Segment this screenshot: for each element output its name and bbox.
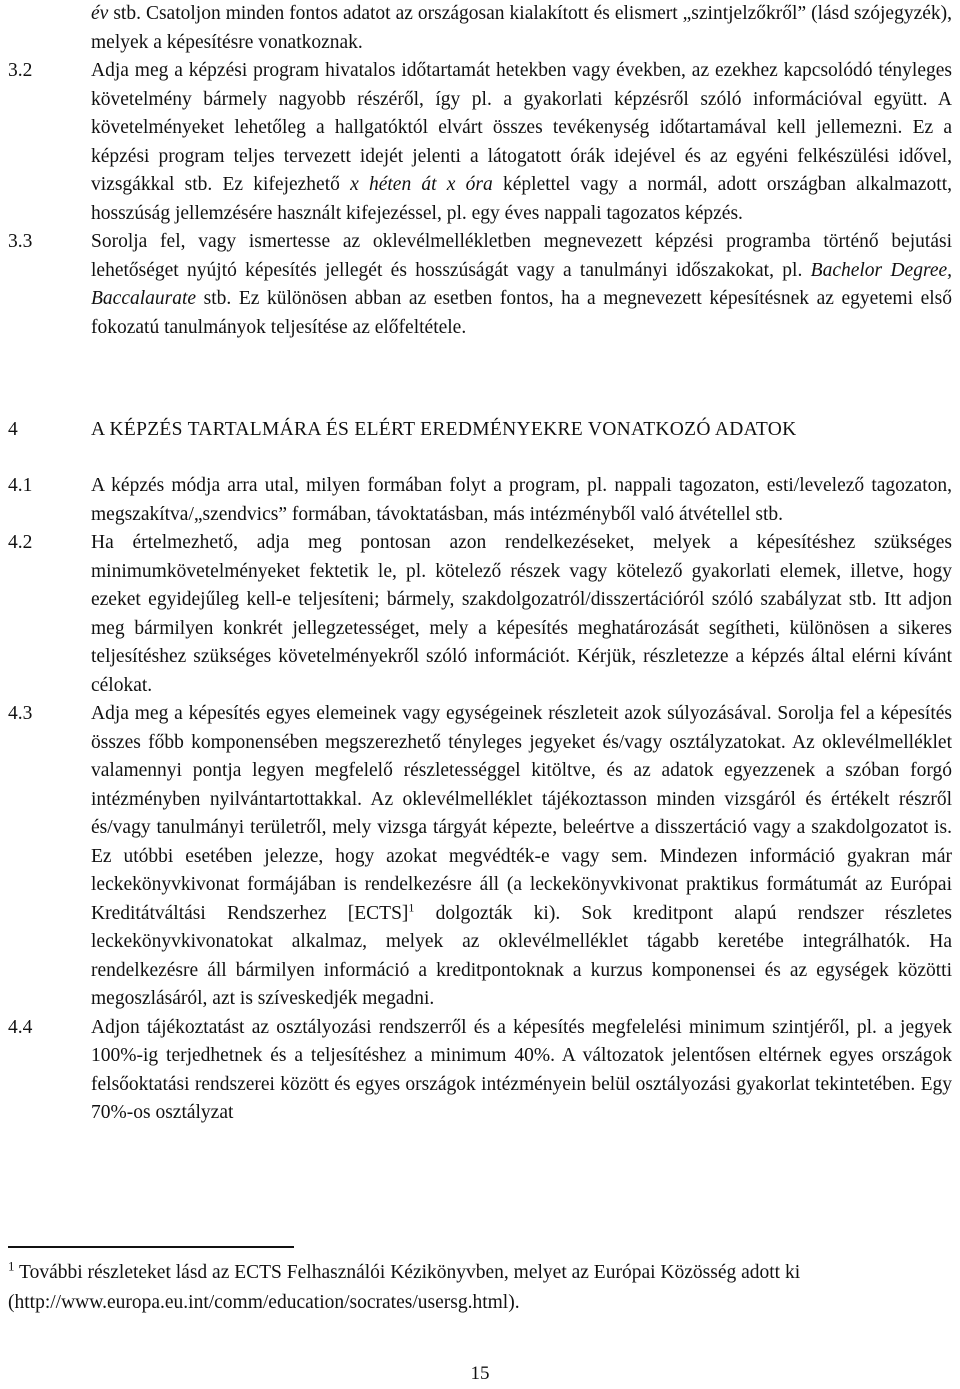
paragraph: A képzés módja arra utal, milyen formában folyt a program, pl. nappali tagozaton, esti/levelező tagozaton, megszakítva/„szendvics” formában, távoktatásban, más intézményből való átvétellel stb.: [91, 475, 952, 525]
section-number: 4.4: [8, 1016, 33, 1038]
section-4-1: [0, 472, 960, 529]
section-3-1-tail: [0, 0, 960, 57]
section-3-3: [0, 228, 960, 342]
section-3-continuation: [0, 0, 960, 342]
section-number: 4: [8, 419, 18, 440]
paragraph: Ha értelmezhető, adja meg pontosan azon rendelkezéseket, melyek a képesítéshez szükséges minimumkövetelményeket fektetik le, pl. kötelező részek vagy kötelező gyakorlati elemek, illetve, hogy ezeket egyidejűleg kell-e teljesíteni; bármely, szakdolgozatról/disszertációról szóló szabályzat stb. Itt adjon meg bármilyen konkrét jellegzetességet, mely a képesítés meghatározását segítheti, különösen a sikeres teljesítéshez szükséges követelményekről szóló információt. Kérjük, részletezze a képzés által elérni kívánt célokat.: [91, 532, 952, 696]
section-number: 3.2: [8, 60, 33, 81]
section-number: 4.2: [8, 532, 33, 553]
footnote-text: További részleteket lásd az ECTS Felhasználói Kézikönyvben, melyet az Európai Közösség adott ki (http://www.europa.eu.int/comm/education/socrates/usersg.html).: [8, 1262, 801, 1313]
section-4-3: [0, 700, 960, 1014]
section-4-heading: [0, 416, 960, 445]
footnote-separator: [8, 1246, 294, 1248]
footnote-reference[interactable]: 1: [408, 900, 415, 914]
paragraph: Adja meg a képesítés egyes elemeinek vagy egységeinek részleteit azok súlyozásával. Sorolja fel a képesítés összes főbb komponensében megszerezhető tényleges jegyeket és/vagy osztályzatokat. Az oklevélmelléklet valamennyi pontja legyen megfelelő részletességgel kitöltve, és az adatok egyezzenek a szóban forgó intézményben nyilvántartottakkal. Az oklevélmelléklet tájékoztasson minden vizsgáról és értékelt részről és/vagy tanulmányi területről, mely vizsga tárgyát képezte, beleértve a disszertáció vagy a szakdolgozatot is. Ez utóbbi esetében jelezze, hogy azokat megvédték-e vagy sem. Mindezen információ gyakran már leckekönyvkivonat formájában is rendelkezésre áll (a leckekönyvkivonat praktikus formátumát az Európai Kreditátváltási Rendszerhez [ECTS]$^1$ dolgozták ki). Sok kreditpont alapú rendszer részletes leckekönyvkivonatokat alkalmaz, melyek az oklevélmelléklet tágabb keretébe integrálhatók. Ha rendelkezésre áll bármilyen információ a kreditpontoknak a kurzus komponensei és az egységek közötti megoszlásáról, azt is szíveskedjék megadni.: [91, 703, 952, 1009]
section-4-body: [0, 472, 960, 1128]
section-4-2: [0, 529, 960, 700]
section-3-2: [0, 57, 960, 228]
paragraph: év stb. Csatoljon minden fontos adatot az országosan kialakított és elismert „szintjelzőkről” (lásd szójegyzék), melyek a képesítésre vonatkoznak.: [91, 3, 952, 53]
paragraph: Adja meg a képzési program hivatalos időtartamát hetekben vagy években, az ezekhez kapcsolódó tényleges követelmény bármely nagyobb részéről, így pl. a gyakorlati képzésről szóló információval együtt. A követelményeket lehetőleg a hallgatóktól elvárt összes tevékenység időtartamával kell jellemezni. Ez a képzési program teljes tervezett idejét jelenti a látogatott órák idejével és az egyéni felkészülési idővel, vizsgákkal stb. Ez kifejezhető x héten át x óra képlettel vagy a normál, adott országban alkalmazott, hosszúság jellemzésére használt kifejezéssel, pl. egy éves nappali tagozatos képzés.: [91, 60, 952, 224]
paragraph: Adjon tájékoztatást az osztályozási rendszerről és a képesítés megfelelési minimum szintjéről, pl. a jegyek 100%-ig terjedhetnek és a teljesítéshez a minimum 40%. A változatok jelentősen eltérnek egyes országok felsőoktatási rendszerei között és egyes országok intézményein belül osztályozási gyakorlat tekintetében. Egy 70%-os osztályzat: [91, 1016, 952, 1123]
section-title: A KÉPZÉS TARTALMÁRA ÉS ELÉRT EREDMÉNYEKRE VONATKOZÓ ADATOK: [91, 419, 797, 440]
section-number: 4.1: [8, 475, 33, 496]
section-number: 3.3: [8, 231, 33, 252]
section-4-4: [0, 1014, 960, 1128]
italic-text: x héten át x óra: [350, 174, 493, 195]
footnote: [8, 1258, 920, 1318]
page-number: 15: [470, 1363, 490, 1384]
paragraph: Sorolja fel, vagy ismertesse az oklevélmellékletben megnevezett képzési programba történő bejutási lehetőséget nyújtó képesítés jellegét és hosszúságát vagy a tanulmányi időszakokat, pl. Bachelor Degree, Baccalaurate stb. Ez különösen abban az esetben fontos, ha a megnevezett képesítésnek az egyetemi első fokozatú tanulmányok teljesítése az előfeltétele.: [91, 231, 953, 338]
section-number: 4.3: [8, 703, 33, 724]
italic-text: Bachelor Degree, Baccalaurate: [91, 259, 953, 309]
section-number: [8, 0, 91, 57]
footnote-marker: 1: [8, 1258, 15, 1274]
italic-text: év: [91, 3, 109, 24]
